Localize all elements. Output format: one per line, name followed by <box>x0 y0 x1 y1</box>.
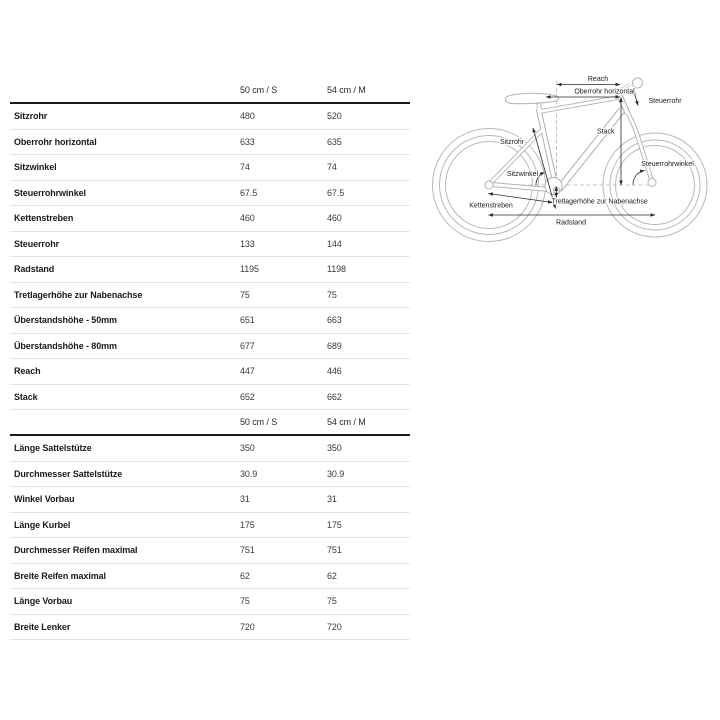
value-size-m: 460 <box>327 213 342 224</box>
value-size-m: 75 <box>327 289 337 300</box>
stack-label: Stack <box>596 128 615 136</box>
value-size-m: 144 <box>327 238 342 249</box>
table-row <box>10 487 410 513</box>
headtube-label: Steuerrohr <box>648 98 682 105</box>
row-label: Überstandshöhe - 80mm <box>14 340 117 351</box>
table-row <box>10 232 410 258</box>
value-size-s: 651 <box>240 315 255 326</box>
value-size-s: 175 <box>240 519 255 530</box>
table-row <box>10 615 410 641</box>
value-size-s: 67.5 <box>240 187 258 198</box>
table-row <box>10 359 410 385</box>
table-row <box>10 564 410 590</box>
value-size-m: 520 <box>327 111 342 122</box>
wheelbase-label: Radstand <box>556 219 586 227</box>
toptube-label: Oberrohr horizontal <box>574 88 635 96</box>
table-row <box>10 104 410 130</box>
value-size-m: 62 <box>327 570 337 581</box>
value-size-s: 50 cm / S <box>240 417 278 427</box>
value-size-m: 446 <box>327 366 342 377</box>
value-size-s: 31 <box>240 494 250 505</box>
value-size-m: 720 <box>327 621 342 632</box>
head-angle-label: Steuerrohrwinkel <box>641 161 694 168</box>
seattube-label: Sitzrohr <box>499 139 525 146</box>
value-size-m: 663 <box>327 315 342 326</box>
chainstay-label: Kettenstreben <box>469 202 513 210</box>
row-label: Überstandshöhe - 50mm <box>14 315 117 326</box>
value-size-s: 1195 <box>240 264 259 275</box>
value-size-s: 480 <box>240 111 255 122</box>
table-row <box>10 257 410 283</box>
value-size-s: 50 cm / S <box>240 85 278 95</box>
table-row <box>10 283 410 309</box>
table-row <box>10 513 410 539</box>
row-label: Oberrohr horizontal <box>14 136 97 147</box>
table-row <box>10 308 410 334</box>
bb-drop-label: Tretlagerhöhe zur Nabenachse <box>551 198 648 206</box>
table-row <box>10 462 410 488</box>
row-label: Länge Kurbel <box>14 519 71 530</box>
row-label: Durchmesser Sattelstütze <box>14 468 123 479</box>
value-size-s: 133 <box>240 238 255 249</box>
table-row <box>10 206 410 232</box>
row-label: Steuerrohr <box>14 238 60 249</box>
table-row <box>10 334 410 360</box>
value-size-m: 175 <box>327 519 342 530</box>
bike-geometry-diagram <box>430 60 720 260</box>
row-label: Sitzrohr <box>14 111 48 122</box>
reach-label: Reach <box>587 76 609 83</box>
row-label: Sitzwinkel <box>14 162 57 173</box>
value-size-s: 677 <box>240 340 255 351</box>
table-header-row <box>10 410 410 436</box>
value-size-m: 54 cm / M <box>327 85 366 95</box>
value-size-m: 67.5 <box>327 187 345 198</box>
value-size-m: 689 <box>327 340 342 351</box>
value-size-s: 460 <box>240 213 255 224</box>
row-label: Kettenstreben <box>14 213 74 224</box>
value-size-m: 1198 <box>327 264 346 275</box>
value-size-s: 74 <box>240 162 250 173</box>
value-size-m: 54 cm / M <box>327 417 366 427</box>
value-size-m: 31 <box>327 494 337 505</box>
row-label: Breite Lenker <box>14 621 71 632</box>
row-label: Länge Sattelstütze <box>14 443 92 454</box>
saddle <box>505 93 558 104</box>
value-size-s: 75 <box>240 289 250 300</box>
value-size-m: 75 <box>327 596 337 607</box>
value-size-s: 350 <box>240 443 255 454</box>
row-label: Stack <box>14 391 38 402</box>
table-row <box>10 538 410 564</box>
row-label: Reach <box>14 366 41 377</box>
value-size-s: 62 <box>240 570 250 581</box>
row-label: Durchmesser Reifen maximal <box>14 545 138 556</box>
value-size-s: 652 <box>240 391 255 402</box>
rear-dropout <box>485 181 493 189</box>
value-size-m: 350 <box>327 443 342 454</box>
value-size-m: 30.9 <box>327 468 345 479</box>
table-row <box>10 385 410 411</box>
row-label: Breite Reifen maximal <box>14 570 106 581</box>
geometry-table <box>10 78 410 640</box>
row-label: Tretlagerhöhe zur Nabenachse <box>14 289 143 300</box>
value-size-s: 720 <box>240 621 255 632</box>
table-row <box>10 181 410 207</box>
value-size-s: 30.9 <box>240 468 258 479</box>
value-size-m: 635 <box>327 136 342 147</box>
table-row <box>10 155 410 181</box>
value-size-s: 751 <box>240 545 255 556</box>
row-label: Länge Vorbau <box>14 596 73 607</box>
handlebar-grip <box>633 78 643 88</box>
row-label: Winkel Vorbau <box>14 494 75 505</box>
value-size-m: 662 <box>327 391 342 402</box>
value-size-m: 751 <box>327 545 342 556</box>
chainstay-arrow <box>489 194 553 203</box>
value-size-m: 74 <box>327 162 337 173</box>
head-angle-arc <box>633 171 645 185</box>
row-label: Radstand <box>14 264 55 275</box>
front-dropout <box>648 179 656 187</box>
value-size-s: 447 <box>240 366 255 377</box>
table-row <box>10 589 410 615</box>
row-label: Steuerrohrwinkel <box>14 187 86 198</box>
value-size-s: 75 <box>240 596 250 607</box>
table-row <box>10 436 410 462</box>
table-header-row <box>10 78 410 104</box>
seat-angle-label: Sitzwinkel <box>506 171 539 178</box>
value-size-s: 633 <box>240 136 255 147</box>
table-row <box>10 130 410 156</box>
